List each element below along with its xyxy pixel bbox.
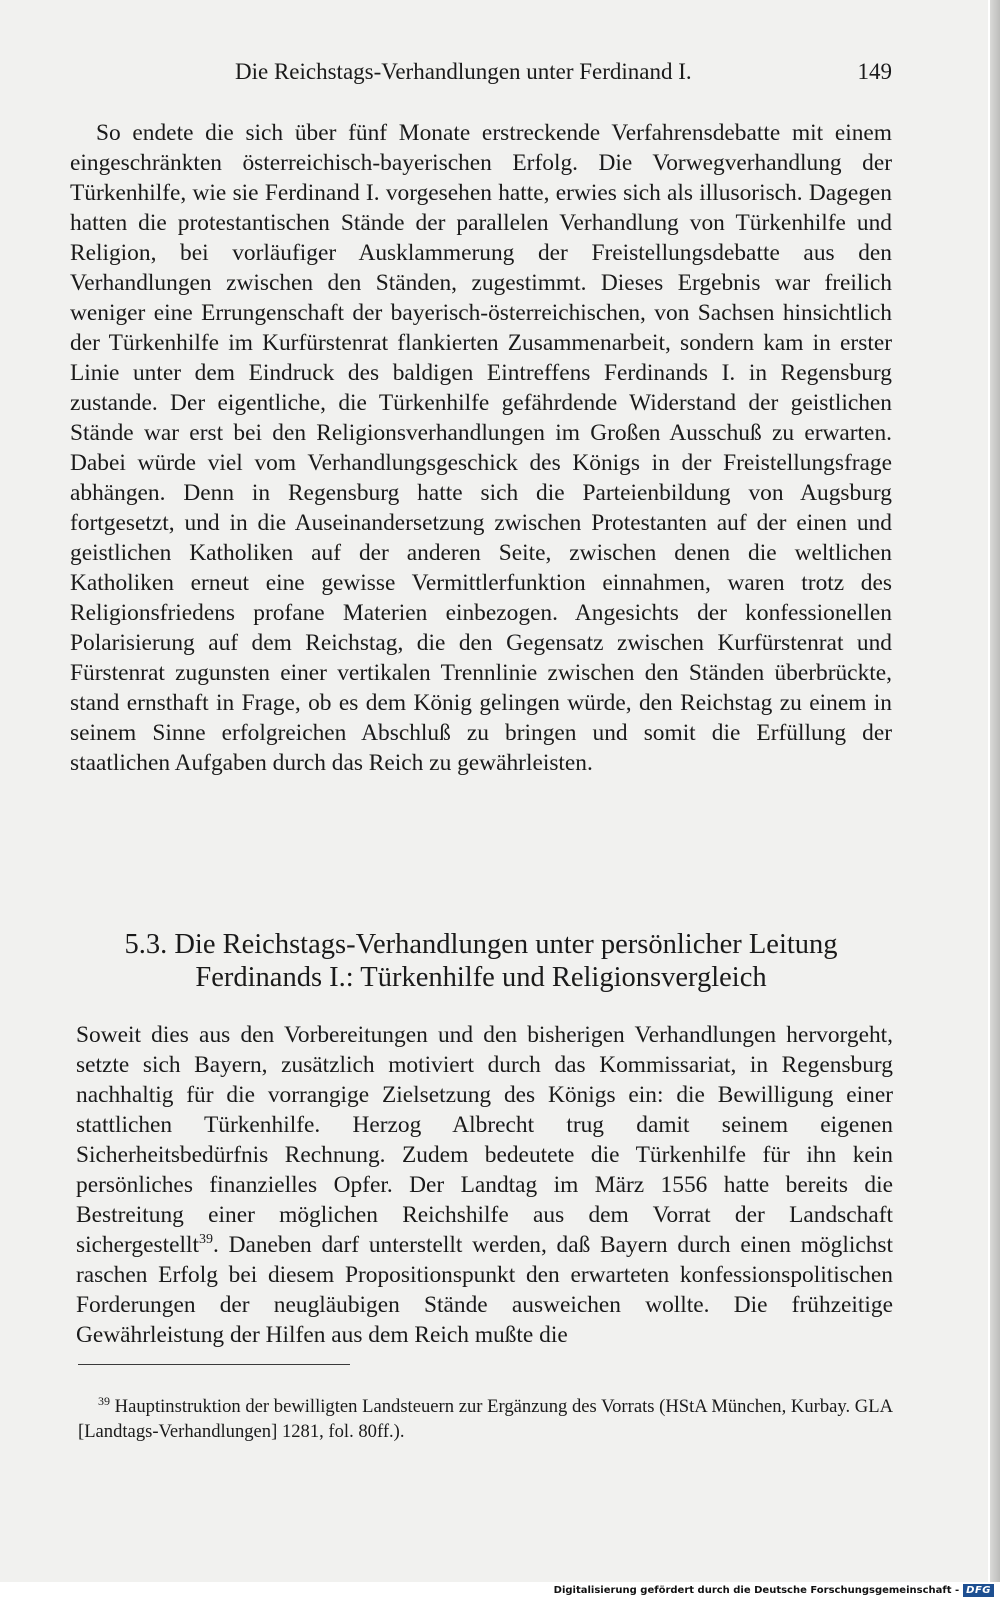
section-heading-line-1: 5.3. Die Reichstags-Verhandlungen unter persönlicher Leitung (124, 929, 838, 960)
footnote-divider (78, 1364, 350, 1365)
credit-text: Digitalisierung gefördert durch die Deutsche Forschungsgemeinschaft - (553, 1585, 960, 1596)
footnote (78, 1389, 893, 1444)
running-title: Die Reichstags-Verhandlungen unter Ferdinand I. (235, 59, 692, 84)
body-paragraph-1: So endete die sich über fünf Monate erstreckende Verfahrensdebatte mit einem eingeschränkten österreichisch-bayerischen Erfolg. Die Vorwegverhandlung der Türkenhilfe, wie sie Ferdinand I. vorgesehen hatte, erwies sich als illusorisch. Dagegen hatten die protestantischen Stände der parallelen Verhandlung von Türkenhilfe und Religion, bei vorläufiger Ausklammerung der Freistellungsdebatte aus den Verhandlungen zwischen den Ständen, zugestimmt. Dieses Ergebnis war freilich weniger eine Errungenschaft der bayerisch-österreichischen, von Sachsen hinsichtlich der Türkenhilfe im Kurfürstenrat flankierten Zusammenarbeit, sondern kam in erster Linie unter dem Eindruck des baldigen Eintreffens Ferdinands I. in Regensburg zustande. Der eigentliche, die Türkenhilfe gefährdende Widerstand der geistlichen Stände war erst bei den Religionsverhandlungen im Großen Ausschuß zu erwarten. Dabei würde viel vom Verhandlungsgeschick des Königs in der Freistellungsfrage abhängen. Denn in Regensburg hatte sich die Parteienbildung von Augsburg fortgesetzt, und in die Auseinandersetzung zwischen Protestanten auf der einen und geistlichen Katholiken auf der anderen Seite, zwischen denen die weltlichen Katholiken erneut eine gewisse Vermittlerfunktion einnahmen, waren trotz des Religionsfriedens profane Materien einbezogen. Angesichts der konfessionellen Polarisierung auf dem Reichstag, die den Gegensatz zwischen Kurfürstenrat und Fürstenrat zugunsten einer vertikalen Trennlinie zwischen den Ständen überbrückte, stand ernsthaft in Frage, ob es dem König gelingen würde, den Reichstag zu einem in seinem Sinne erfolgreichen Abschluß zu bringen und somit die Erfüllung der staatlichen Aufgaben durch das Reich zu gewährleisten. (70, 120, 892, 776)
footnote-number: 39 (98, 1394, 110, 1408)
section-heading-line-2: Ferdinands I.: Türkenhilfe und Religionsvergleich (195, 962, 767, 993)
dfg-logo: DFG (963, 1584, 994, 1597)
body-paragraph-2-part-2: . Daneben darf unterstellt werden, daß Bayern durch einen möglichst raschen Erfolg bei diesem Propositionspunkt den erwarteten konfessionspolitischen Forderungen der neugläubigen Stände ausweichen wollte. Die frühzeitige Gewährleistung der Hilfen aus dem Reich mußte die (76, 1232, 893, 1348)
digitization-credit (554, 1584, 994, 1597)
running-head (70, 59, 892, 89)
section-heading (70, 928, 892, 994)
body-paragraph-2-part-1: Soweit dies aus den Vorbereitungen und den bisherigen Verhandlungen hervorgeht, setzte sich Bayern, zusätzlich motiviert durch das Kommissariat, in Regensburg nachhaltig für die vorrangige Zielsetzung des Königs ein: die Bewilligung einer stattlichen Türkenhilfe. Herzog Albrecht trug damit seinem eigenen Sicherheitsbedürfnis Rechnung. Zudem bedeutete die Türkenhilfe für ihn kein persönliches finanzielles Opfer. Der Landtag im März 1556 hatte bereits die Bestreitung einer möglichen Reichshilfe aus dem Vorrat der Landschaft sichergestellt (76, 1022, 893, 1258)
scan-edge-shadow (990, 0, 1000, 1582)
page-number: 149 (857, 59, 892, 84)
body-paragraph-2 (76, 1020, 893, 1350)
footnote-text: Hauptinstruktion der bewilligten Landsteuern zur Ergänzung des Vorrats (HStA München, Kurbay. GLA [Landtags-Verhandlungen] 1281, fol. 80ff.). (78, 1396, 893, 1442)
footnote-reference[interactable]: 39 (198, 1232, 213, 1247)
